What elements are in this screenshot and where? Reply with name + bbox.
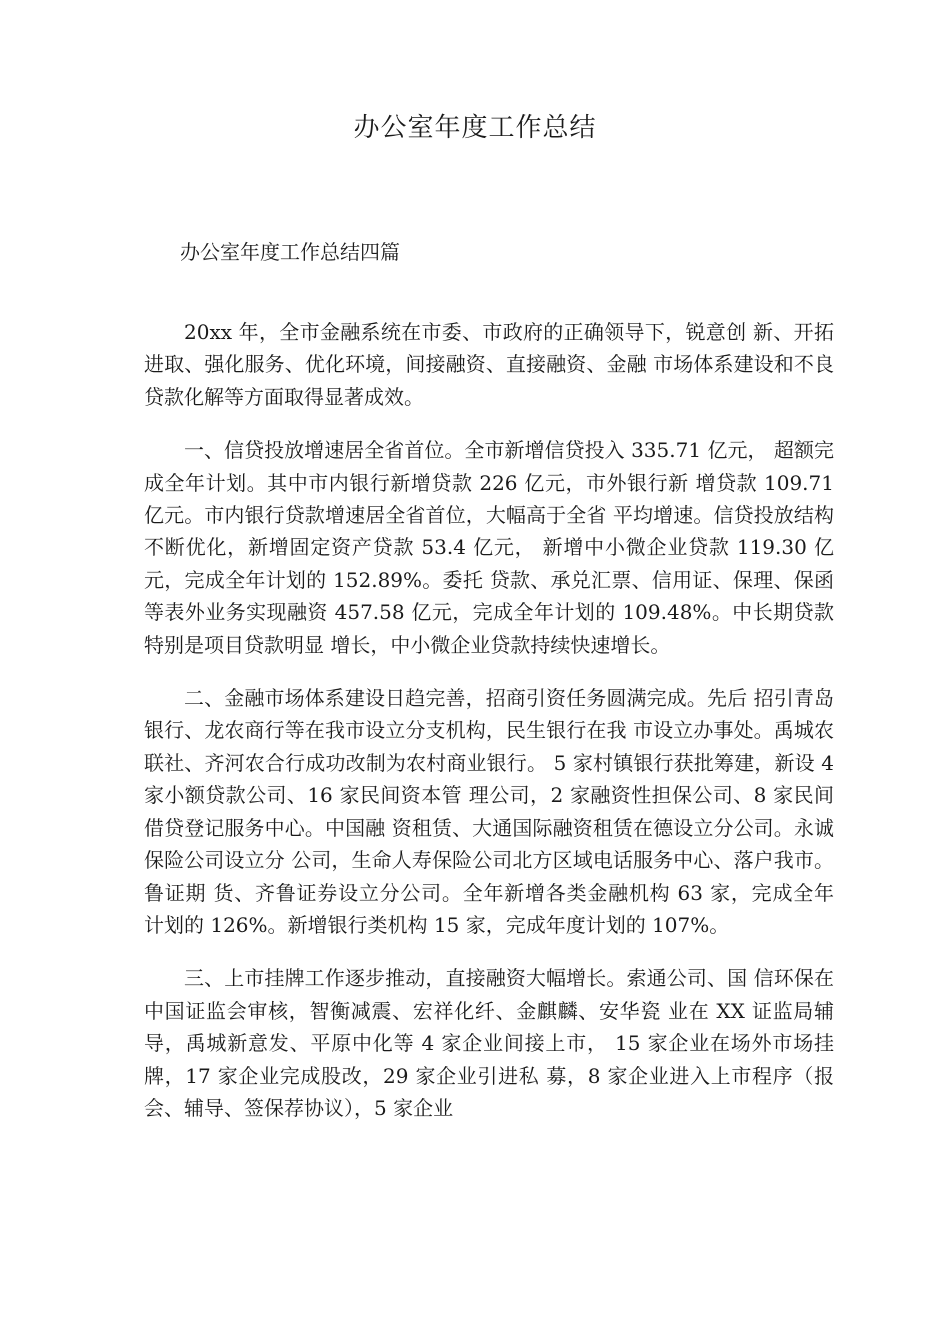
- document-subtitle: 办公室年度工作总结四篇: [180, 240, 400, 264]
- document-body: [144, 316, 834, 1145]
- paragraph-intro: 20xx 年，全市金融系统在市委、市政府的正确领导下，锐意创 新、开拓进取、强化服务、优化环境，间接融资、直接融资、金融 市场体系建设和不良贷款化解等方面取得显著成效。: [144, 320, 834, 409]
- document-title: 办公室年度工作总结: [353, 113, 597, 143]
- paragraph-market-system: 二、金融市场体系建设日趋完善，招商引资任务圆满完成。先后 招引青岛银行、龙农商行等在我市设立分支机构，民生银行在我 市设立办事处。禹城农联社、齐河农合行成功改制为农村商业银行。 5 家村镇银行获批筹建，新设 4 家小额贷款公司、16 家民间资本管 理公司，2 家融资性担保公司、8 家民间借贷登记服务中心。中国融 资租赁、大通国际融资租赁在德设立分公司。永诚保险公司设立分 公司，生命人寿保险公司北方区域电话服务中心、落户我市。鲁证期 货、齐鲁证券设立分公司。全年新增各类金融机构 63 家，完成全年 计划的 126%。新增银行类机构 15 家，完成年度计划的 107%。: [144, 686, 834, 937]
- paragraph-listing: 三、上市挂牌工作逐步推动，直接融资大幅增长。索通公司、国 信环保在中国证监会审核，智衡减震、宏祥化纤、金麒麟、安华瓷 业在 XX 证监局辅导，禹城新意发、平原中化等 4 家企业间接上市， 15 家企业在场外市场挂牌，17 家企业完成股改，29 家企业引进私 募，8 家企业进入上市程序（报会、辅导、签保荐协议），5 家企业: [144, 966, 834, 1120]
- paragraph-credit: 一、信贷投放增速居全省首位。全市新增信贷投入 335.71 亿元， 超额完成全年计划。其中市内银行新增贷款 226 亿元，市外银行新 增贷款 109.71 亿元。市内银行贷款增速居全省首位，大幅高于全省 平均增速。信贷投放结构不断优化，新增固定资产贷款 53.4 亿元， 新增中小微企业贷款 119.30 亿元，完成全年计划的 152.89%。委托 贷款、承兑汇票、信用证、保理、保函等表外业务实现融资 457.58 亿元，完成全年计划的 109.48%。中长期贷款特别是项目贷款明显 增长，中小微企业贷款持续快速增长。: [144, 438, 834, 657]
